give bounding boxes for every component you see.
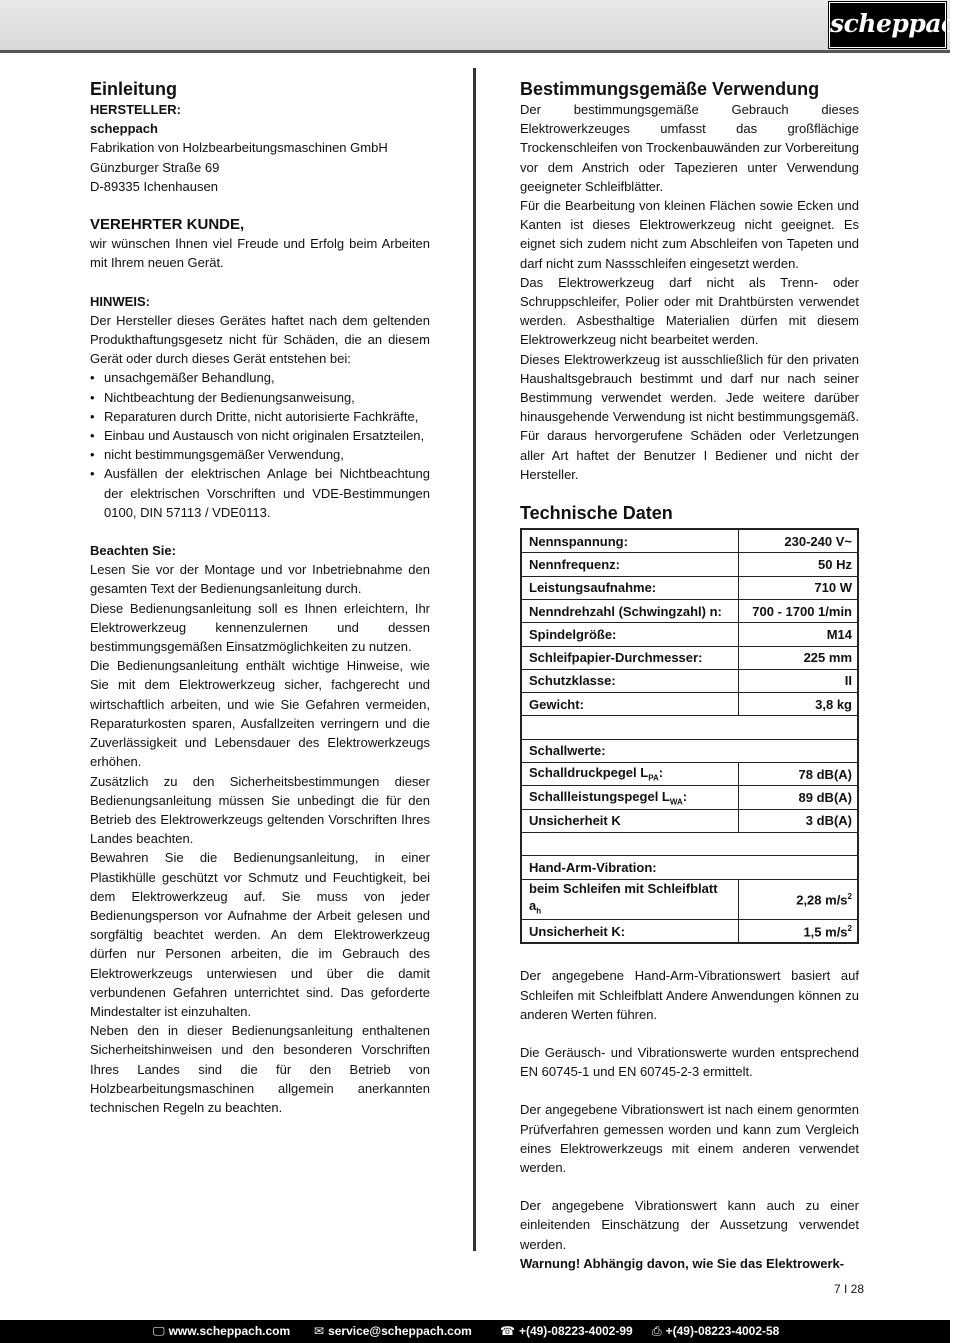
beachten-paragraph: Lesen Sie vor der Montage und vor Inbetriebnahme den gesamten Text der Bedienungsanleitung durch.: [90, 562, 430, 597]
empty-row: [521, 716, 858, 739]
hinweis-heading: HINWEIS:: [90, 293, 150, 309]
spec-label: Nennspannung:: [521, 529, 739, 553]
list-item: • Ausfällen der elektrischen Anlage bei Nichtbeachtung der elektrischen Vorschriften und VDE-Bestimmungen 0100, DIN 57113 / VDE0113.: [90, 464, 430, 522]
email-link[interactable]: service@scheppach.com: [328, 1324, 472, 1338]
column-divider: [473, 68, 476, 1251]
spec-label: Spindelgröße:: [521, 623, 739, 646]
hinweis-list: [90, 368, 430, 522]
usage-paragraph: Für die Bearbeitung von kleinen Flächen sowie Ecken und Kanten ist dieses Elektrowerkzeug nicht geeignet. Es eignet sich zudem nicht zum Abschleifen von Tapeten und darf nicht zum Nassschleifen eingesetzt werden.: [520, 198, 859, 271]
beachten-paragraph: Neben den in dieser Bedienungsanleitung enthaltenen Sicherheitshinweisen und den besonderen Vorschriften Ihres Landes sind die für den Betrieb von Holzbearbeitungsmaschinen allgemein anerkannten technischen Regeln zu beachten.: [90, 1023, 430, 1115]
table-row: [521, 669, 858, 692]
page-number: 7 I 28: [833, 1282, 864, 1296]
spec-value: 1,5 $m/s^2$: [739, 920, 858, 944]
table-row: [521, 856, 858, 879]
address-line: Günzburger Straße 69: [90, 159, 220, 175]
table-row: [521, 693, 858, 716]
spec-label: Leistungsaufnahme:: [521, 576, 739, 599]
envelope-icon: ✉: [314, 1324, 325, 1338]
spec-value: M14: [739, 623, 858, 646]
tech-data-table: [520, 528, 859, 944]
spec-label: Schutzklasse:: [521, 669, 739, 692]
spec-value: II: [739, 669, 858, 692]
fax-number: +(49)-08223-4002-58: [665, 1324, 780, 1338]
spec-label: Unsicherheit K:: [521, 920, 739, 944]
table-row: [521, 809, 858, 832]
footer-email[interactable]: [314, 1320, 472, 1343]
header-bar: [0, 0, 973, 53]
spec-label: Schalldruckpegel $L_{PA}$:: [521, 763, 739, 786]
telephone-icon: ☎: [500, 1324, 515, 1338]
usage-paragraph: Der bestimmungsgemäße Gebrauch dieses Elektrowerkzeuges umfasst das großflächige Trockenschleifen von Trockenbauwänden zur Vorbereitung vor dem Anstrich oder Tapezieren unter Verwendung geeigneter Schleifblätter.: [520, 102, 859, 194]
note-paragraph: Der angegebene Vibrationswert kann auch zu einer einleitenden Einschätzung der Aussetzung verwendet werden.: [520, 1198, 859, 1252]
spec-value: 710 W: [739, 576, 858, 599]
footer-bar: [0, 1320, 950, 1343]
beachten-paragraph: Diese Bedienungsanleitung soll es Ihnen erleichtern, Ihr Elektrowerkzeug kennenzulernen und dessen bestimmungsgemäßen Einsatzmöglichkeiten zu nutzen.: [90, 600, 430, 655]
spec-label: Schallleistungspegel $L_{WA}$:: [521, 786, 739, 809]
spec-label: Schleifpapier-Durchmesser:: [521, 646, 739, 669]
beachten-heading: Beachten Sie:: [90, 543, 176, 559]
list-item: • nicht bestimmungsgemäßer Verwendung,: [90, 445, 430, 464]
right-column: [520, 78, 859, 1273]
spec-label: beim Schleifen mit Schleifblatt $a_h$: [521, 879, 739, 920]
hinweis-text: Der Hersteller dieses Gerätes haftet nach dem geltenden Produkthaftungsgesetz nicht für Schäden, die an diesem Gerät oder durch dieses Gerät entstehen bei:: [90, 312, 430, 367]
spec-value: 2,28 $m/s^2$: [739, 879, 858, 920]
spec-label: Nennfrequenz:: [521, 553, 739, 576]
footer-web[interactable]: [153, 1320, 290, 1343]
table-row: [521, 529, 858, 553]
note-paragraph: Der angegebene Hand-Arm-Vibrationswert basiert auf Schleifen mit Schleifblatt Andere Anwendungen können zu anderen Werten führen.: [520, 968, 859, 1022]
sound-heading: Schallwerte:: [521, 739, 858, 762]
table-row: [521, 920, 858, 944]
beachten-paragraph: Zusätzlich zu den Sicherheitsbestimmungen dieser Bedienungsanleitung müssen Sie unbedingt die für den Betrieb des Elektrowerkzeugs geltenden Vorschriften Ihres Landes beachten.: [90, 773, 430, 847]
tech-title: Technische Daten: [520, 503, 673, 524]
kunde-text: wir wünschen Ihnen viel Freude und Erfolg beim Arbeiten mit Ihrem neuen Gerät.: [90, 236, 430, 271]
spec-label: Gewicht:: [521, 693, 739, 716]
list-item: • Einbau und Austausch von nicht originalen Ersatzteilen,: [90, 426, 430, 445]
table-row: [521, 623, 858, 646]
table-row: [521, 763, 858, 786]
vibration-heading: Hand-Arm-Vibration:: [521, 856, 858, 879]
beachten-paragraph: Bewahren Sie die Bedienungsanleitung, in einer Plastikhülle geschützt vor Schmutz und Feuchtigkeit, bei dem Elektrowerkzeug auf. Sie muss von jeder Bedienungsperson vor Aufnahme der Arbeit gelesen und sorgfältig beachtet werden. An dem Elektrowerkzeug dürfen nur Personen arbeiten, die im Gebrauch des Elektrowerkzeugs unterwiesen und über die damit verbundenen Gefahren unterrichtet sind. Das geforderte Mindestalter ist einzuhalten.: [90, 850, 430, 1019]
table-row: [521, 646, 858, 669]
table-row: [521, 739, 858, 762]
monitor-icon: 🖵: [153, 1324, 165, 1338]
warning-text: Warnung! Abhängig davon, wie Sie das Elektrowerk-: [520, 1255, 845, 1271]
address-line: D-89335 Ichenhausen: [90, 178, 218, 194]
spec-value: 3 dB(A): [739, 809, 858, 832]
spec-value: 50 Hz: [739, 553, 858, 576]
scheppach-logo: scheppach: [829, 2, 946, 48]
table-row: [521, 879, 858, 920]
usage-title: Bestimmungsgemäße Verwendung: [520, 79, 820, 99]
web-link[interactable]: www.scheppach.com: [168, 1324, 291, 1338]
fax-icon: ⎙: [652, 1324, 662, 1338]
beachten-paragraph: Die Bedienungsanleitung enthält wichtige Hinweise, wie Sie mit dem Elektrowerkzeug sicher, fachgerecht und wirtschaftlich arbeiten, und wie Sie Gefahren vermeiden, Reparaturkosten sparen, Ausfallzeiten verringern und die Zuverlässigkeit und Lebensdauer des Elektrowerkzeugs erhöhen.: [90, 658, 430, 770]
note-paragraph: Die Geräusch- und Vibrationswerte wurden entsprechend EN 60745-1 und EN 60745-2-3 ermittelt.: [520, 1045, 859, 1080]
spec-value: 78 dB(A): [739, 763, 858, 786]
table-row: [521, 599, 858, 622]
spec-value: 3,8 kg: [739, 693, 858, 716]
table-row: [521, 576, 858, 599]
note-paragraph: Der angegebene Vibrationswert ist nach einem genormten Prüfverfahren gemessen worden und kann zum Vergleich eines Elektrowerkzeugs mit einem anderen verwendet werden.: [520, 1102, 859, 1176]
footer-phone: [500, 1320, 633, 1343]
list-item: • unsachgemäßer Behandlung,: [90, 368, 430, 387]
spec-label: Unsicherheit K: [521, 809, 739, 832]
spec-value: 230-240 V~: [739, 529, 858, 553]
company-name: scheppach: [90, 121, 158, 137]
table-row: [521, 553, 858, 576]
usage-paragraph: Dieses Elektrowerkzeug ist ausschließlich für den privaten Haushaltsgebrauch bestimmt und darf nur nach seiner Bestimmung verwendet werden. Jede weitere darüber hinausgehende Verwendung ist nicht bestimmungsgemäß. Für daraus hervorgerufene Schäden oder Verletzungen aller Art haftet der Benutzer I Bediener und nicht der Hersteller.: [520, 351, 859, 482]
spec-value: 225 mm: [739, 646, 858, 669]
list-item: • Nichtbeachtung der Bedienungsanweisung,: [90, 388, 430, 407]
left-column: [90, 78, 430, 1117]
phone-number: +(49)-08223-4002-99: [518, 1324, 633, 1338]
spec-value: 700 - 1700 1/min: [739, 599, 858, 622]
kunde-heading: VEREHRTER KUNDE,: [90, 216, 245, 234]
address-line: Fabrikation von Holzbearbeitungsmaschinen GmbH: [90, 140, 388, 156]
footer-fax: [652, 1320, 779, 1343]
spec-label: Nenndrehzahl (Schwingzahl) n:: [521, 599, 739, 622]
intro-title: Einleitung: [90, 79, 177, 99]
table-row: [521, 786, 858, 809]
empty-row: [521, 832, 858, 855]
list-item: • Reparaturen durch Dritte, nicht autorisierte Fachkräfte,: [90, 407, 430, 426]
hersteller-label: HERSTELLER:: [90, 102, 181, 117]
usage-paragraph: Das Elektrowerkzeug darf nicht als Trenn- oder Schruppschleifer, Polier oder mit Drahtbürsten verwendet werden. Asbesthaltige Materialien dürfen mit diesem Elektrowerkzeug nicht bearbeitet werden.: [520, 274, 859, 348]
spec-value: 89 dB(A): [739, 786, 858, 809]
